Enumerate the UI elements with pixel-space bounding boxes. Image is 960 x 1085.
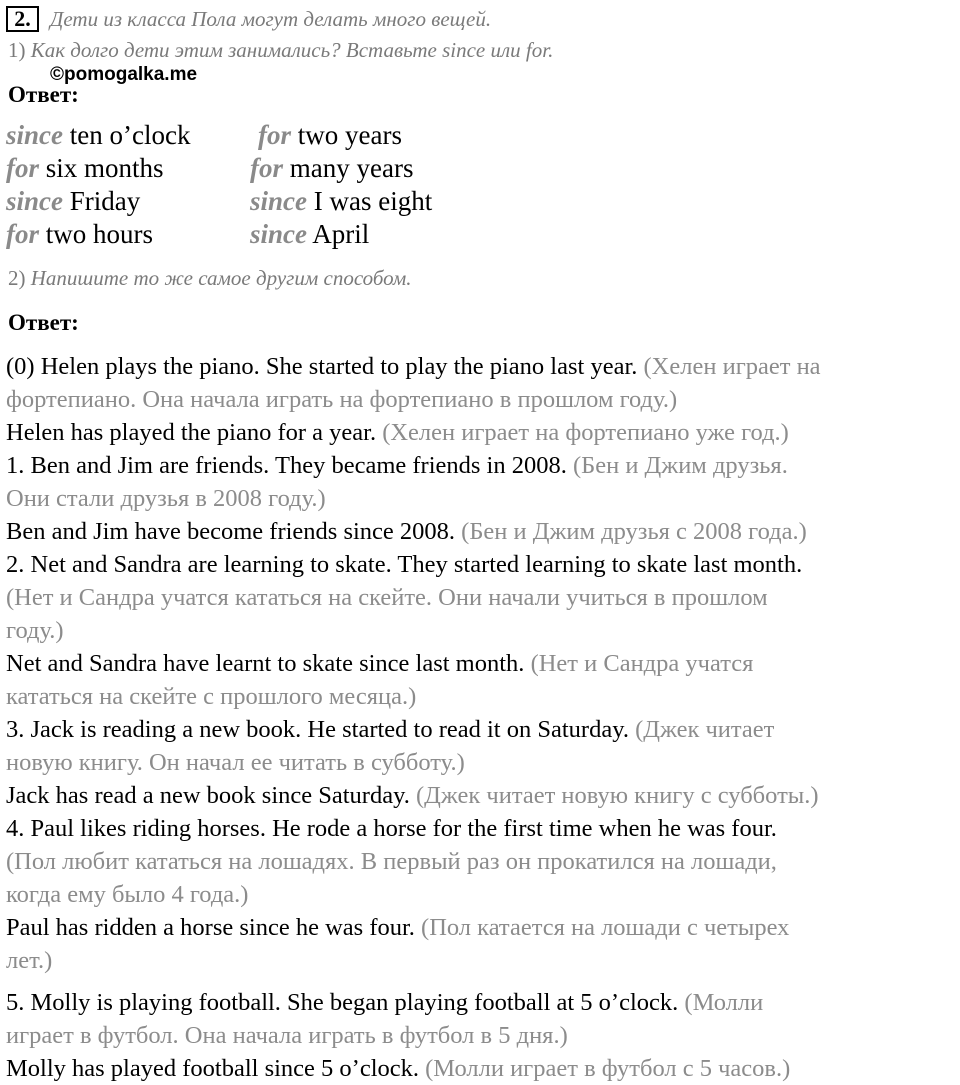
keyword: for xyxy=(250,153,283,183)
russian-translation: (Бен и Джим друзья. xyxy=(566,452,788,479)
answer-line xyxy=(6,581,768,614)
subquestion-1-text: Как долго дети этим занимались? Вставьте since или for. xyxy=(30,38,554,62)
grid-cell xyxy=(250,186,432,217)
phrase: six months xyxy=(39,153,164,183)
subquestion-1-number: 1) xyxy=(8,38,26,62)
task-header xyxy=(6,4,956,34)
phrase: many years xyxy=(283,153,414,183)
grid-cell xyxy=(6,120,190,151)
subquestion-2 xyxy=(8,266,412,291)
phrase: ten o’clock xyxy=(63,120,191,150)
answer-label-1: Ответ: xyxy=(8,82,79,107)
russian-translation: когда ему было 4 года.) xyxy=(6,881,249,908)
task-number: 2. xyxy=(6,6,39,32)
keyword: since xyxy=(6,120,63,150)
answer-line xyxy=(6,1019,568,1052)
phrase: two hours xyxy=(39,219,153,249)
russian-translation: (Хелен играет на xyxy=(637,353,821,380)
phrase: I was eight xyxy=(307,186,433,216)
keyword: for xyxy=(6,219,39,249)
answer-line xyxy=(6,1052,790,1085)
answer-line xyxy=(6,647,753,680)
subquestion-1 xyxy=(8,38,553,63)
russian-translation: играет в футбол. Она начала играть в футбол в 5 дня.) xyxy=(6,1022,568,1049)
english-text: Paul has ridden a horse since he was four. xyxy=(6,914,415,941)
answer-line xyxy=(6,614,64,647)
english-text: 2. Net and Sandra are learning to skate. They started learning to skate last month. xyxy=(6,551,803,578)
grid-cell xyxy=(258,120,402,151)
keyword: since xyxy=(250,186,307,216)
keyword: since xyxy=(6,186,63,216)
grid-cell xyxy=(6,219,153,250)
answer-line xyxy=(6,812,777,845)
answer-line xyxy=(6,944,52,977)
english-text: Molly has played football since 5 o’clock. xyxy=(6,1055,419,1082)
answer-line xyxy=(6,878,248,911)
subquestion-2-number: 2) xyxy=(8,266,26,290)
english-text: 1. Ben and Jim are friends. They became friends in 2008. xyxy=(6,452,567,479)
phrase: Friday xyxy=(63,186,141,216)
russian-translation: (Молли xyxy=(678,989,764,1016)
task-title: Дети из класса Пола могут делать много вещей. xyxy=(50,7,492,31)
grid-cell xyxy=(6,153,164,184)
answer-line xyxy=(6,845,777,878)
russian-translation: (Пол катается на лошади с четырех xyxy=(414,914,790,941)
watermark: ©pomogalka.me xyxy=(50,64,198,85)
grid-cell xyxy=(250,219,369,250)
english-text: 4. Paul likes riding horses. He rode a horse for the first time when he was four. xyxy=(6,815,777,842)
grid-cell xyxy=(6,186,140,217)
russian-translation: фортепиано. Она начала играть на фортепиано в прошлом году.) xyxy=(6,386,678,413)
russian-translation: лет.) xyxy=(6,947,53,974)
russian-translation: кататься на скейте с прошлого месяца.) xyxy=(6,683,417,710)
grid-cell xyxy=(250,153,413,184)
english-text: Jack has read a new book since Saturday. xyxy=(6,782,410,809)
answer-line xyxy=(6,911,789,944)
english-text: 5. Molly is playing football. She began playing football at 5 o’clock. xyxy=(6,989,679,1016)
answer-line xyxy=(6,680,416,713)
russian-translation: (Бен и Джим друзья с 2008 года.) xyxy=(455,518,807,545)
english-text: Helen has played the piano for a year. xyxy=(6,419,377,446)
russian-translation: (Нет и Сандра учатся xyxy=(524,650,754,677)
subquestion-2-text: Напишите то же самое другим способом. xyxy=(30,266,412,290)
russian-translation: (Пол любит кататься на лошадях. В первый раз он прокатился на лошади, xyxy=(6,848,777,875)
russian-translation: новую книгу. Он начал ее читать в субботу.) xyxy=(6,749,465,776)
answer-line xyxy=(6,986,763,1019)
phrase: April xyxy=(307,219,370,249)
russian-translation: (Джек читает xyxy=(628,716,775,743)
russian-translation: (Молли играет в футбол с 5 часов.) xyxy=(419,1055,791,1082)
answer-line xyxy=(6,449,788,482)
russian-translation: (Нет и Сандра учатся кататься на скейте. Они начали учиться в прошлом xyxy=(6,584,768,611)
russian-translation: (Хелен играет на фортепиано уже год.) xyxy=(376,419,789,446)
answer-line xyxy=(6,779,819,812)
english-text: Ben and Jim have become friends since 2008. xyxy=(6,518,456,545)
answer-line xyxy=(6,713,774,746)
answer-line xyxy=(6,350,821,383)
russian-translation: (Джек читает новую книгу с субботы.) xyxy=(409,782,819,809)
russian-translation: году.) xyxy=(6,617,64,644)
english-text: Net and Sandra have learnt to skate since last month. xyxy=(6,650,525,677)
keyword: for xyxy=(6,153,39,183)
russian-translation: Они стали друзья в 2008 году.) xyxy=(6,485,326,512)
answer-line xyxy=(6,548,802,581)
answer-line xyxy=(6,383,677,416)
english-text: (0) Helen plays the piano. She started to play the piano last year. xyxy=(6,353,638,380)
keyword: since xyxy=(250,219,307,249)
keyword: for xyxy=(258,120,291,150)
phrase: two years xyxy=(291,120,402,150)
answer-label-2: Ответ: xyxy=(8,310,79,335)
answer-line xyxy=(6,515,807,548)
english-text: 3. Jack is reading a new book. He started to read it on Saturday. xyxy=(6,716,629,743)
answer-line xyxy=(6,482,326,515)
answer-line xyxy=(6,746,465,779)
answer-line xyxy=(6,416,789,449)
